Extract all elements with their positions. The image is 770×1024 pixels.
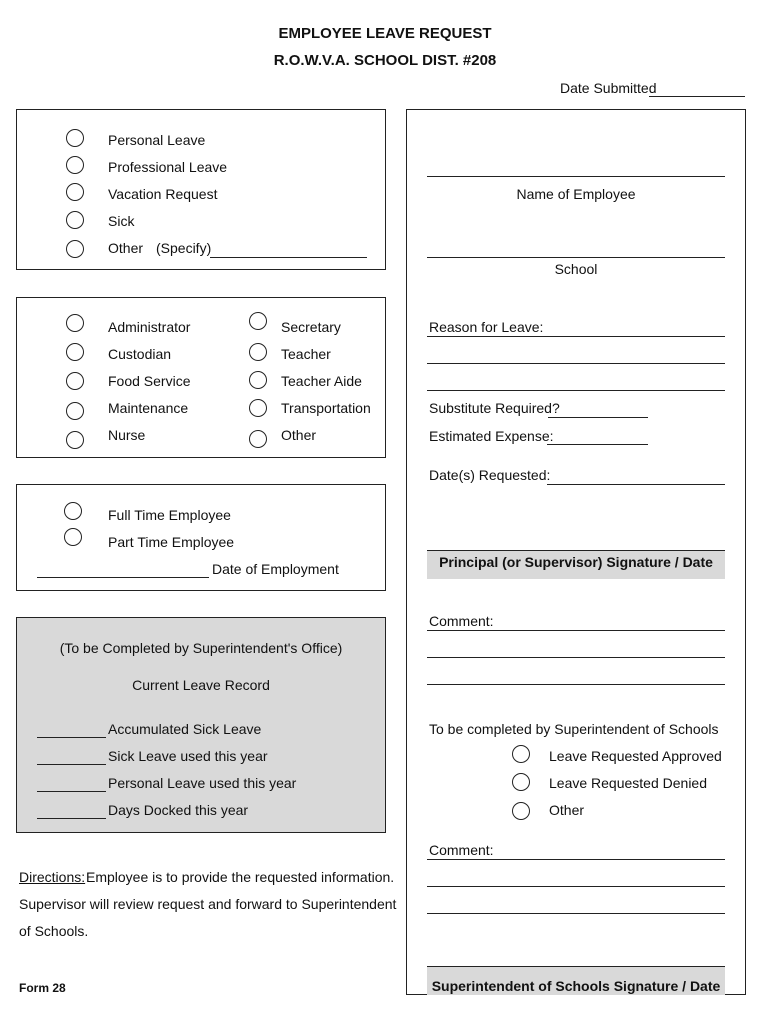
other-leave-radio[interactable]: [66, 240, 84, 258]
school-field[interactable]: [427, 257, 725, 258]
maintenance-radio[interactable]: [66, 402, 84, 420]
comment2-field-3[interactable]: [427, 913, 725, 914]
leave-record-heading: Current Leave Record: [132, 677, 270, 693]
principal-signature-label: Principal (or Supervisor) Signature / Date: [439, 554, 713, 570]
teacher-label: Teacher: [281, 346, 331, 362]
other-position-radio[interactable]: [249, 430, 267, 448]
teacher-aide-label: Teacher Aide: [281, 373, 362, 389]
form-number: Form 28: [19, 981, 66, 995]
nurse-radio[interactable]: [66, 431, 84, 449]
part-time-label: Part Time Employee: [108, 534, 235, 550]
accumulated-sick-label: Accumulated Sick Leave: [108, 721, 262, 737]
teacher-aide-radio[interactable]: [249, 371, 267, 389]
accumulated-sick-field[interactable]: [37, 737, 106, 738]
substitute-label: Substitute Required?: [429, 400, 560, 416]
teacher-radio[interactable]: [249, 343, 267, 361]
school-label: School: [554, 261, 598, 277]
comment2-label: Comment:: [429, 842, 494, 858]
expense-label: Estimated Expense:: [429, 428, 554, 444]
substitute-field[interactable]: [548, 417, 648, 418]
personal-leave-radio[interactable]: [66, 129, 84, 147]
professional-leave-radio[interactable]: [66, 156, 84, 174]
transportation-radio[interactable]: [249, 399, 267, 417]
vacation-request-radio[interactable]: [66, 183, 84, 201]
part-time-radio[interactable]: [64, 528, 82, 546]
district-name: R.O.W.V.A. SCHOOL DIST. #208: [273, 52, 497, 69]
superintendent-heading: To be completed by Superintendent of Schools: [429, 721, 719, 737]
directions-line-1: Employee is to provide the requested information.: [86, 869, 395, 885]
full-time-label: Full Time Employee: [108, 507, 231, 523]
sick-used-label: Sick Leave used this year: [108, 748, 268, 764]
superintendent-signature-label: Superintendent of Schools Signature / Date: [431, 978, 721, 994]
other-decision-radio[interactable]: [512, 802, 530, 820]
directions-line-3: of Schools.: [19, 923, 89, 939]
sick-radio[interactable]: [66, 211, 84, 229]
other-leave-label: Other: [108, 240, 144, 256]
full-time-radio[interactable]: [64, 502, 82, 520]
specify-label: (Specify): [156, 240, 212, 256]
days-docked-label: Days Docked this year: [108, 802, 249, 818]
comment-label: Comment:: [429, 613, 494, 629]
custodian-radio[interactable]: [66, 343, 84, 361]
sick-label: Sick: [108, 213, 135, 229]
date-submitted-field[interactable]: [649, 96, 745, 97]
dates-requested-field[interactable]: [547, 484, 725, 485]
reason-field-3[interactable]: [427, 390, 725, 391]
secretary-label: Secretary: [281, 319, 341, 335]
professional-leave-label: Professional Leave: [108, 159, 228, 175]
food-service-label: Food Service: [108, 373, 191, 389]
approved-label: Leave Requested Approved: [549, 748, 722, 764]
personal-leave-label: Personal Leave: [108, 132, 206, 148]
administrator-label: Administrator: [108, 319, 191, 335]
vacation-request-label: Vacation Request: [108, 186, 218, 202]
employee-name-label: Name of Employee: [516, 186, 636, 202]
personal-used-field[interactable]: [37, 791, 106, 792]
reason-field-1[interactable]: [427, 336, 725, 337]
transportation-label: Transportation: [281, 400, 371, 416]
employment-date-label: Date of Employment: [212, 561, 339, 577]
comment-field-1[interactable]: [427, 630, 725, 631]
expense-field[interactable]: [547, 444, 648, 445]
food-service-radio[interactable]: [66, 372, 84, 390]
reason-label: Reason for Leave:: [429, 319, 544, 335]
comment-field-3[interactable]: [427, 684, 725, 685]
nurse-label: Nurse: [108, 427, 146, 443]
approved-radio[interactable]: [512, 745, 530, 763]
maintenance-label: Maintenance: [108, 400, 189, 416]
personal-used-label: Personal Leave used this year: [108, 775, 297, 791]
sick-used-field[interactable]: [37, 764, 106, 765]
comment2-field-2[interactable]: [427, 886, 725, 887]
administrator-radio[interactable]: [66, 314, 84, 332]
denied-label: Leave Requested Denied: [549, 775, 708, 791]
other-decision-label: Other: [549, 802, 585, 818]
directions-label: Directions:: [19, 869, 86, 885]
comment2-field-1[interactable]: [427, 859, 725, 860]
custodian-label: Custodian: [108, 346, 172, 362]
days-docked-field[interactable]: [37, 818, 106, 819]
employment-date-field[interactable]: [37, 577, 209, 578]
specify-field[interactable]: [210, 257, 367, 258]
other-position-label: Other: [281, 427, 317, 443]
secretary-radio[interactable]: [249, 312, 267, 330]
employee-name-field[interactable]: [427, 176, 725, 177]
denied-radio[interactable]: [512, 773, 530, 791]
reason-field-2[interactable]: [427, 363, 725, 364]
office-note: (To be Completed by Superintendent's Office): [59, 640, 343, 656]
comment-field-2[interactable]: [427, 657, 725, 658]
directions-line-2: Supervisor will review request and forward to Superintendent: [19, 896, 397, 912]
form-title: EMPLOYEE LEAVE REQUEST: [278, 25, 492, 42]
date-submitted-label: Date Submitted: [560, 80, 657, 96]
dates-requested-label: Date(s) Requested:: [429, 467, 551, 483]
